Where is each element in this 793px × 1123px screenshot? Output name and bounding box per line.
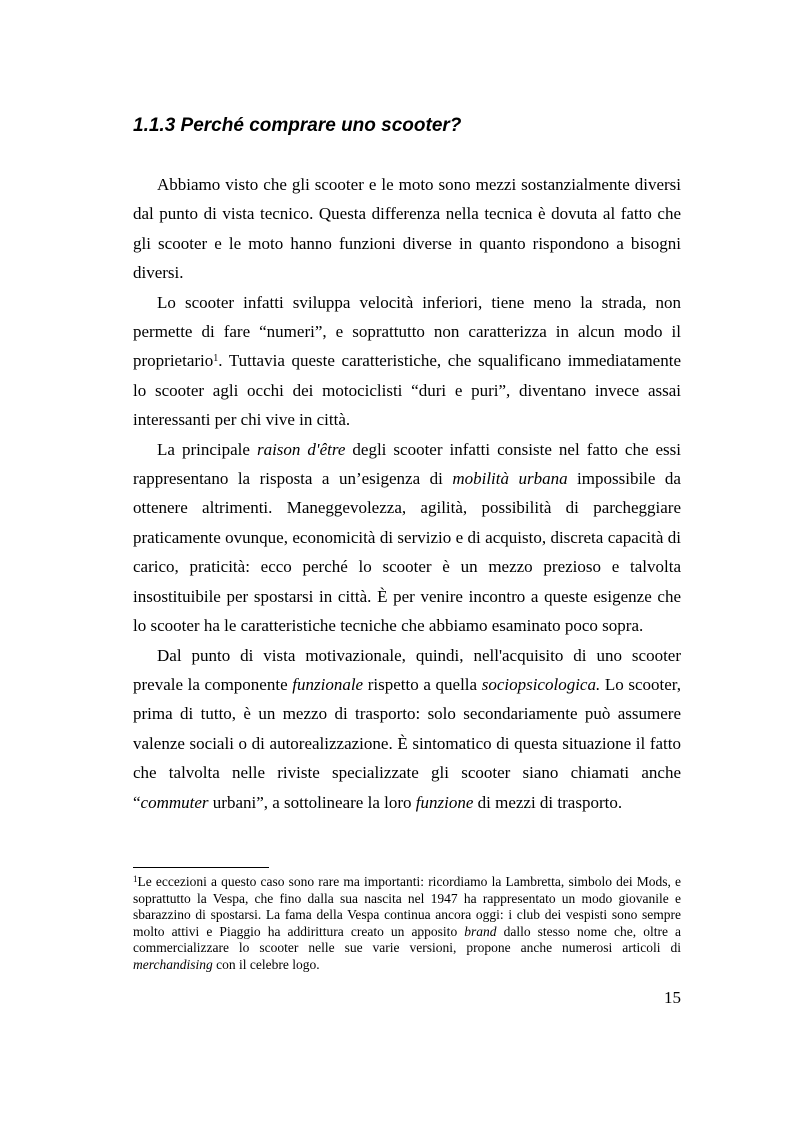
paragraph-4	[133, 641, 681, 817]
paragraph-3-text-a: La principale	[157, 439, 257, 459]
body-text	[133, 170, 681, 817]
footnote	[133, 874, 681, 974]
footnote-text-a: Le eccezioni a questo caso sono rare ma importanti: ricordiamo la Lambretta, simbolo dei Mods, e soprattutto la Vespa, che fino dalla sua nascita nel 1947 ha rappresentato un modo giovanile e sbarazzino di spostarsi. La fama della Vespa continua ancora oggi: i club dei vespisti sono sempre molto attivi e Piaggio ha addirittura creato un apposito	[133, 874, 681, 939]
paragraph-2-text-b: . Tuttavia queste caratteristiche, che squalificano immediatamente lo scooter agli occhi dei motociclisti “duri e puri”, diventano invece assai interessanti per chi vive in città.	[133, 351, 681, 430]
paragraph-3-text-b: degli scooter infatti consiste nel fatto che essi rappresentano la risposta a un’esigenza di	[133, 439, 682, 489]
paragraph-3-italic-mobilita: mobilità urbana	[452, 469, 568, 489]
paragraph-4-text-c: Lo scooter, prima di tutto, è un mezzo di trasporto: solo secondariamente può assumere valenze sociali o di autorealizzazione. È sintomatico di questa situazione il fatto che talvolta nelle riviste specializzate gli scooter siano chiamati anche “	[133, 674, 682, 812]
paragraph-2	[133, 288, 681, 435]
paragraph-3-text-c: impossibile da ottenere altrimenti. Maneggevolezza, agilità, possibilità di parcheggiare praticamente ovunque, economicità di servizio e di acquisto, discreta capacità di carico, praticità: ecco perché lo scooter è un mezzo prezioso e talvolta insostituibile per spostarsi in città. È per venire incontro a queste esigenze che lo scooter ha le caratteristiche tecniche che abbiamo esaminato poco sopra.	[133, 469, 681, 636]
paragraph-4-text-a: Dal punto di vista motivazionale, quindi, nell'acquisito di uno scooter prevale la componente	[133, 645, 681, 694]
paragraph-4-italic-funzionale: funzionale	[292, 674, 364, 694]
paragraph-4-text-d: urbani”, a sottolineare la loro	[208, 792, 416, 812]
paragraph-4-text-e: di mezzi di trasporto.	[473, 792, 623, 812]
paragraph-4-text-b: rispetto a quella	[363, 674, 482, 694]
paragraph-4-italic-commuter: commuter	[140, 792, 209, 812]
paragraph-4-italic-sociopsicologica: sociopsicologica.	[481, 674, 601, 694]
footnote-text-b: dallo stesso nome che, oltre a commercializzare lo scooter nelle sue varie versioni, propone anche numerosi articoli di	[133, 923, 681, 956]
section-heading: 1.1.3 Perché comprare uno scooter?	[133, 115, 462, 136]
footnote-reference[interactable]: 1	[213, 353, 219, 365]
paragraph-2-text-a: Lo scooter infatti sviluppa velocità inferiori, tiene meno la strada, non permette di fare “numeri”, e soprattutto non caratterizza in alcun modo il proprietario	[133, 292, 681, 371]
footnote-separator	[133, 867, 269, 868]
paragraph-4-italic-funzione: funzione	[415, 792, 474, 812]
footnote-italic-merchandising: merchandising	[133, 956, 213, 972]
footnote-text-c: con il celebre logo.	[212, 956, 320, 972]
paragraph-3-italic-raison: raison d'être	[256, 439, 346, 459]
footnote-number: 1	[133, 874, 138, 884]
footnote-italic-brand: brand	[464, 923, 497, 939]
paragraph-1: Abbiamo visto che gli scooter e le moto sono mezzi sostanzialmente diversi dal punto di vista tecnico. Questa differenza nella tecnica è dovuta al fatto che gli scooter e le moto hanno funzioni diverse in quanto rispondono a bisogni diversi.	[133, 175, 681, 283]
page-number: 15	[664, 988, 681, 1007]
paragraph-3	[133, 435, 681, 641]
